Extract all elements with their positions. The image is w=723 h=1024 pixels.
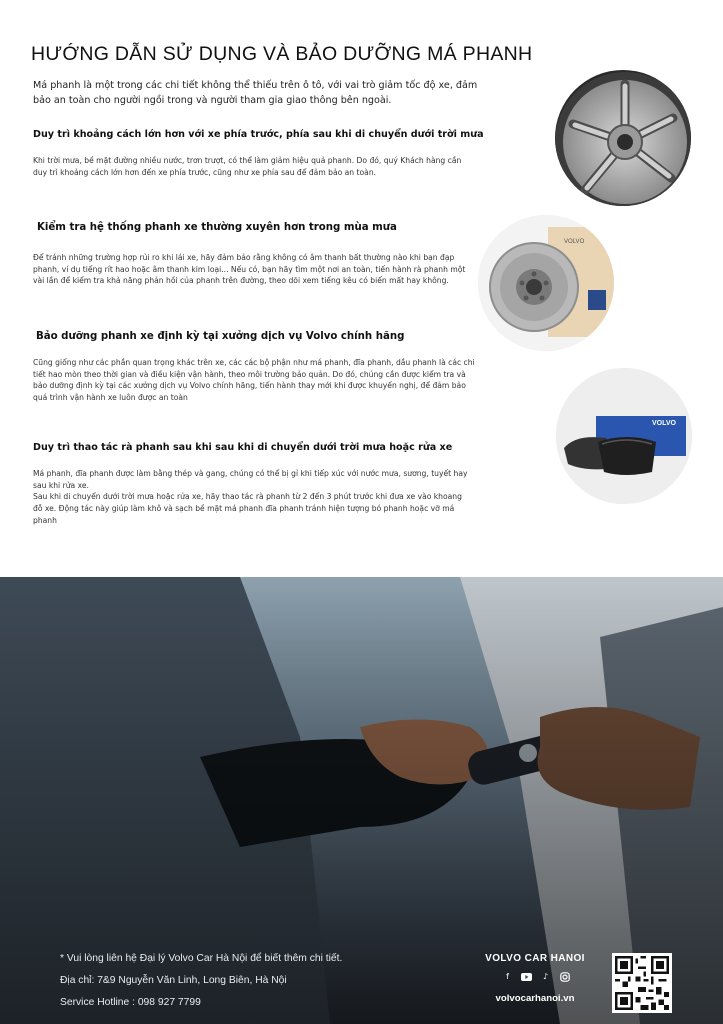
tiktok-icon[interactable]: ♪ bbox=[542, 972, 549, 981]
footer-hotline: Service Hotline : 098 927 7799 bbox=[60, 997, 201, 1008]
wheel-image bbox=[555, 70, 691, 206]
page-title: HƯỚNG DẪN SỬ DỤNG VÀ BẢO DƯỠNG MÁ PHANH bbox=[31, 43, 533, 65]
key-handover-photo bbox=[0, 577, 723, 1024]
section-4-body: Má phanh, đĩa phanh được làm bằng thép và gang, chúng có thể bị gỉ khi tiếp xúc với nước mưa, sương, tuyết hay sau khi rửa xe. Sau khi di chuyển dưới trời mưa hoặc rửa xe, hãy thao tác rà phanh từ 2 đến 3 phút trước khi đưa xe vào khoang đỗ xe. Động tác này giúp làm khô và sạch bề mặt má phanh đĩa phanh tránh hiện tượng bó phanh hoặc vỡ má phanh bbox=[33, 469, 468, 525]
box-label: VOLVO bbox=[564, 239, 585, 245]
youtube-icon[interactable] bbox=[520, 970, 533, 983]
section-3-body: Cũng giống như các phần quan trọng khác trên xe, các các bộ phận như má phanh, đĩa phanh, dầu phanh là các chi tiết hao mòn theo thời gian và điều kiện vận hành, theo môi trường bảo quản. Do đó, chúng cần được kiểm tra và bảo dưỡng định kỳ tại các xưởng dịch vụ Volvo chính hãng, tiến hành thay mới khi được khuyến nghị, để đảm bảo quá trình vận hành xe luôn được an toàn bbox=[33, 358, 475, 403]
intro-paragraph: Má phanh là một trong các chi tiết không thể thiếu trên ô tô, với vai trò giảm tốc độ xe, đảm bảo an toàn cho người ngồi trong và người tham gia giao thông bên ngoài. bbox=[33, 80, 478, 106]
facebook-icon[interactable]: f bbox=[506, 972, 509, 981]
instagram-icon[interactable] bbox=[558, 970, 571, 983]
section-2-body: Để tránh những trường hợp rủi ro khi lái xe, hãy đảm bảo rằng không có âm thanh bất thường nào khi bạn đạp phanh, ví dụ tiếng rít hao hoặc âm thanh kim loại... Nếu có, bạn hãy tìm một nơi an toàn, tiến hành rà phanh một vài lần để kiểm tra khả năng phản hồi của phanh trên đường, theo dõi xem tiếng kêu có biến mất hay không. bbox=[33, 253, 466, 286]
website-link[interactable]: volvocarhanoi.vn bbox=[495, 993, 575, 1004]
social-icons bbox=[498, 970, 574, 984]
brake-pad-image bbox=[556, 368, 692, 504]
brand-name: VOLVO CAR HANOI bbox=[485, 953, 585, 964]
footer-address: Địa chỉ: 7&9 Nguyễn Văn Linh, Long Biên, Hà Nội bbox=[60, 975, 287, 986]
brake-disc-image bbox=[478, 215, 614, 351]
section-1-title: Duy trì khoảng cách lớn hơn với xe phía trước, phía sau khi di chuyển dưới trời mưa bbox=[33, 129, 484, 140]
pad-box-label: VOLVO bbox=[652, 420, 676, 427]
section-2-title: Kiểm tra hệ thống phanh xe thường xuyên hơn trong mùa mưa bbox=[37, 222, 397, 233]
section-1-body: Khi trời mưa, bề mặt đường nhiều nước, trơn trượt, có thể làm giảm hiệu quả phanh. Do đó, quý Khách hàng cần duy trì khoảng cách lớn hơn đến xe phía trước, cũng như xe phía sau để đảm bảo an toàn. bbox=[33, 156, 462, 177]
section-4-title: Duy trì thao tác rà phanh sau khi sau khi di chuyển dưới trời mưa hoặc rửa xe bbox=[33, 442, 453, 453]
section-3-title: Bảo dưỡng phanh xe định kỳ tại xưởng dịch vụ Volvo chính hãng bbox=[36, 331, 405, 342]
qr-code[interactable] bbox=[612, 953, 672, 1013]
footer-note: * Vui lòng liên hệ Đại lý Volvo Car Hà Nội để biết thêm chi tiết. bbox=[60, 953, 343, 964]
